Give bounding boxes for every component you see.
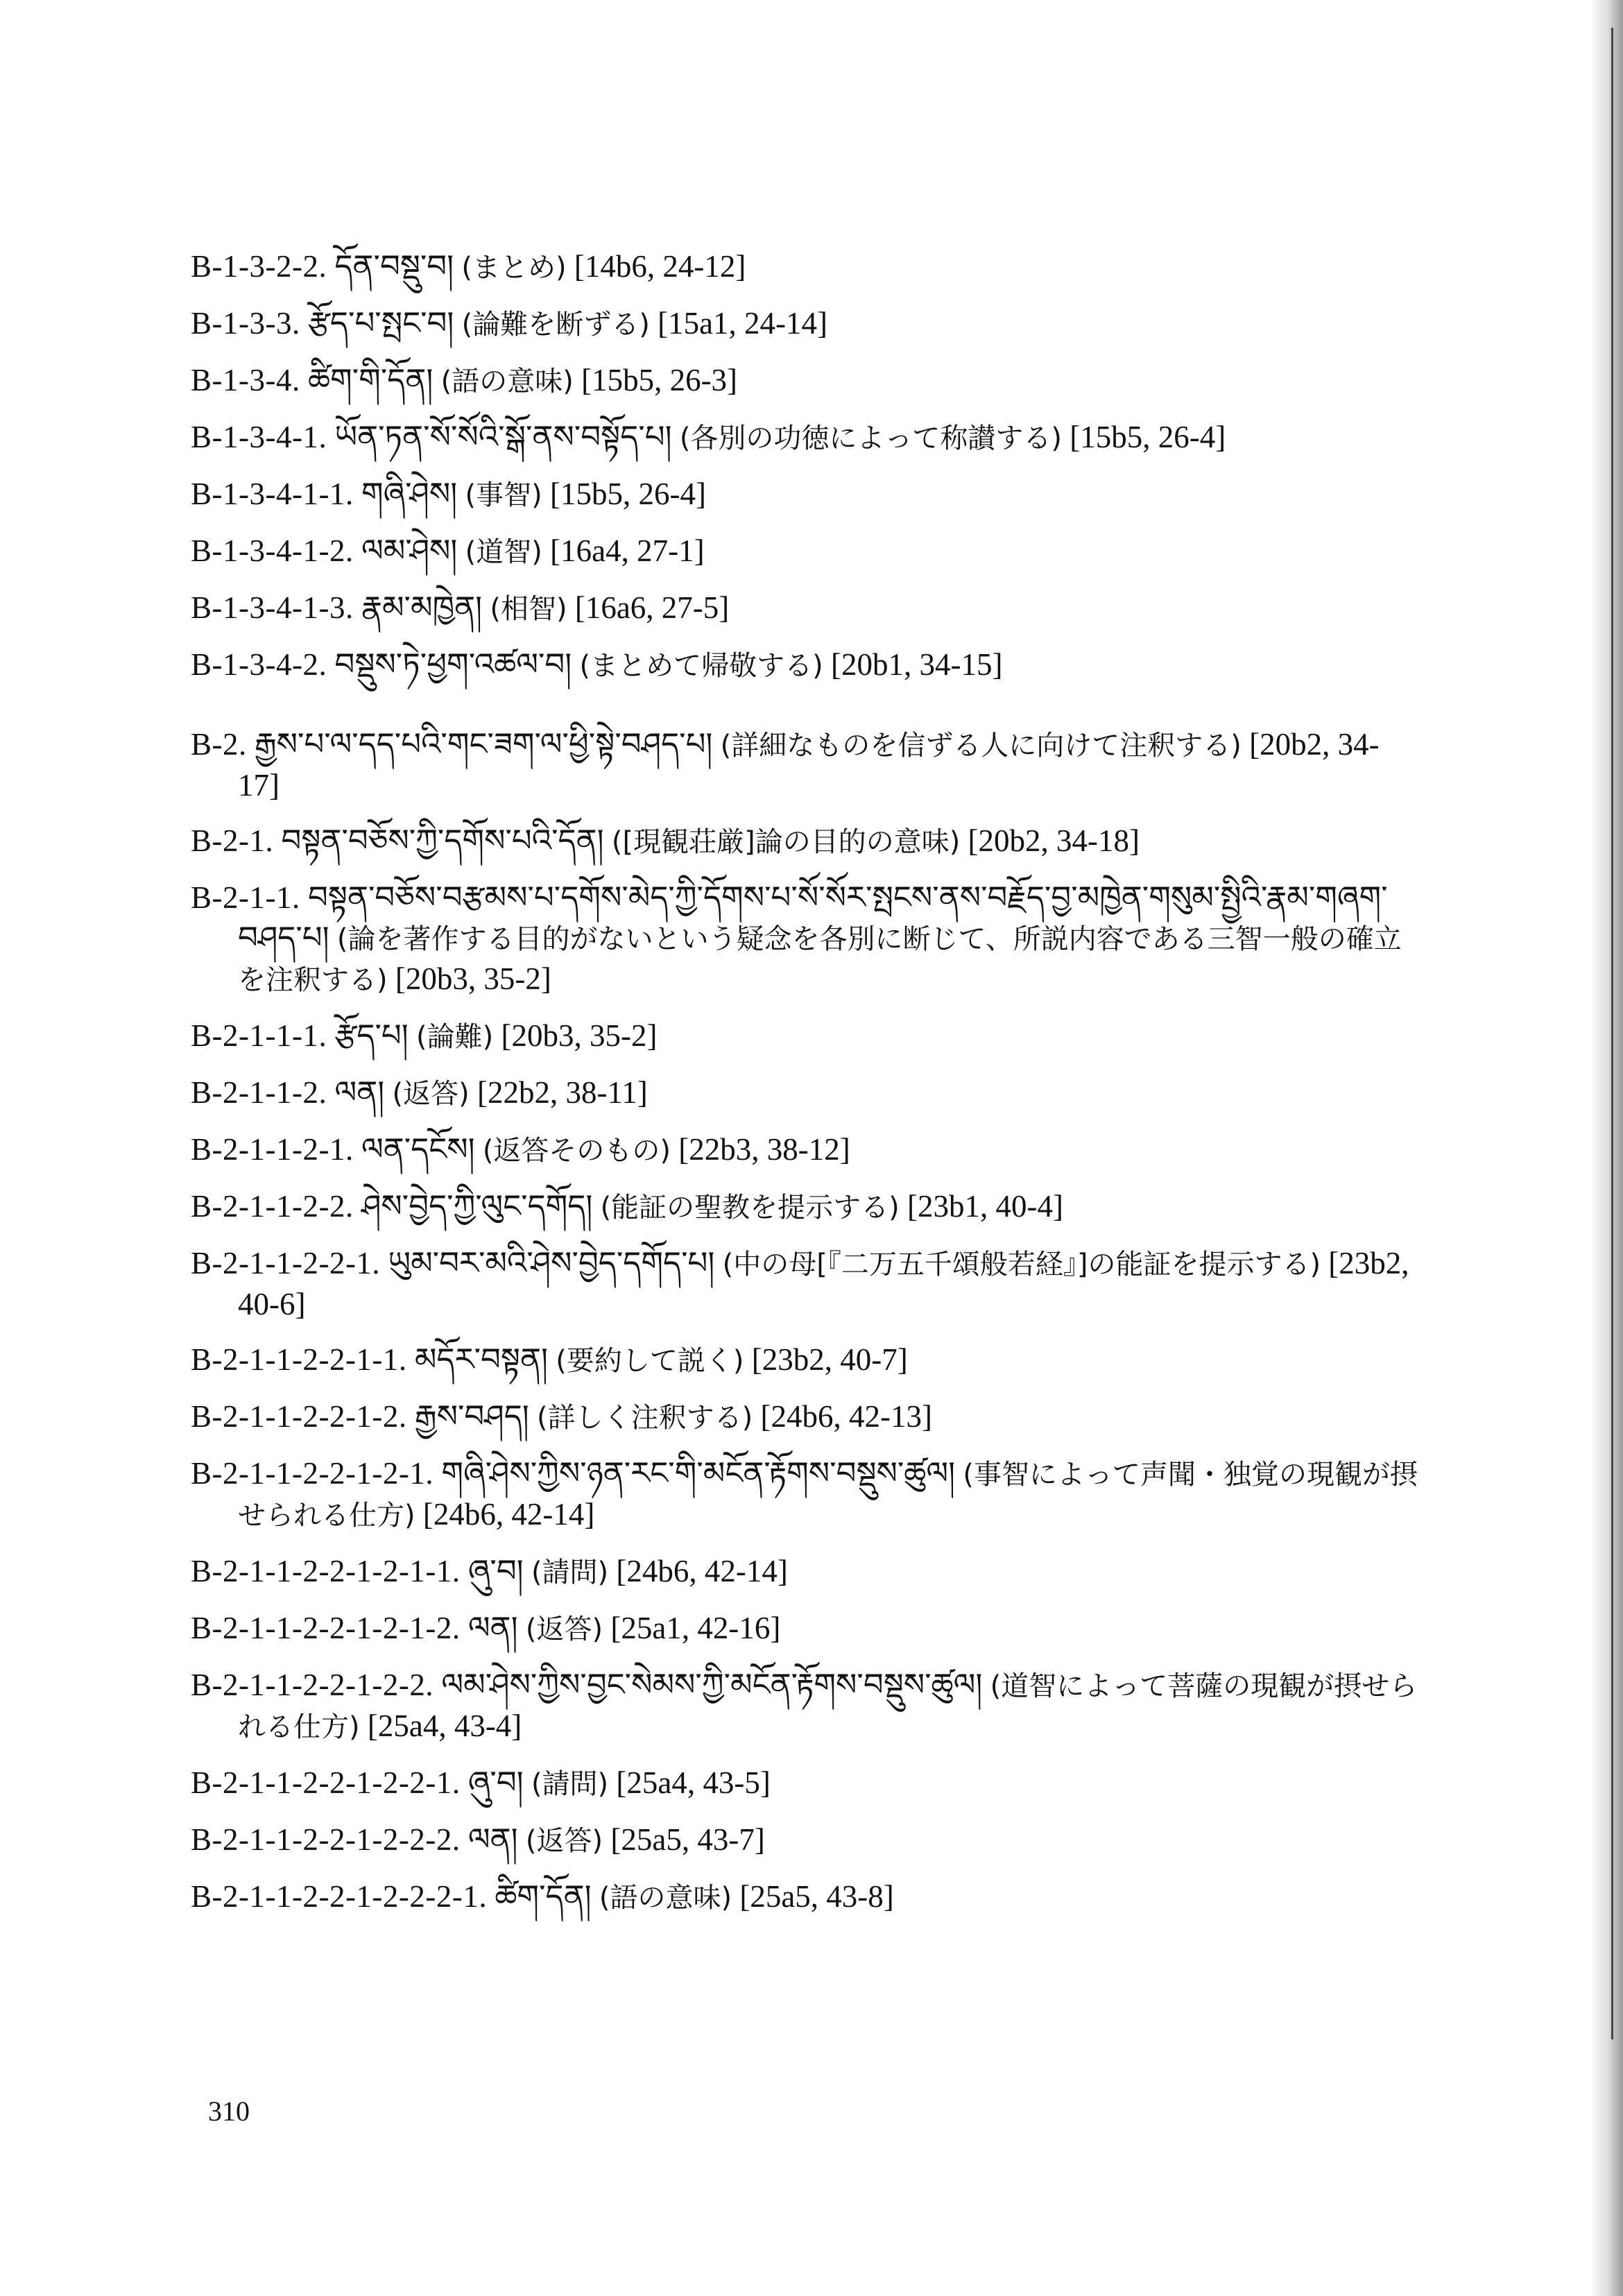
entry-reference: [25a5, 43-7] bbox=[610, 1822, 765, 1857]
entry-code: B-2-1-1-2. bbox=[191, 1075, 327, 1110]
outline-entry bbox=[191, 724, 1418, 805]
outline-entry bbox=[191, 644, 1418, 686]
entry-japanese: (詳細なものを信ずる人に向けて注釈する) bbox=[720, 730, 1242, 762]
entry-japanese: (事智) bbox=[465, 479, 542, 511]
entry-code: B-1-3-3. bbox=[191, 306, 300, 341]
entry-code: B-2. bbox=[191, 727, 247, 762]
entry-tibetan: གཞི་ཤེས། bbox=[361, 475, 458, 512]
outline-entry bbox=[191, 588, 1418, 629]
entry-tibetan: རྩོད་པ་སྤང་བ། bbox=[307, 305, 454, 341]
entry-code: B-2-1-1-1. bbox=[191, 1018, 327, 1053]
entry-reference: [23b2, 40-6] bbox=[238, 1246, 1409, 1321]
entry-code: B-2-1-1-2-2-1-2-1-1. bbox=[191, 1554, 461, 1588]
entry-reference: [25a5, 43-8] bbox=[739, 1879, 894, 1914]
outline-entry bbox=[191, 1129, 1418, 1171]
entry-reference: [24b6, 42-14] bbox=[616, 1554, 788, 1588]
entry-tibetan: ལན་དངོས། bbox=[361, 1131, 475, 1167]
entry-japanese: (論を著作する目的がないという疑念を各別に断じて、所説内容である三智一般の確立を注釈する) bbox=[238, 923, 1402, 996]
entry-tibetan: ལན། bbox=[467, 1821, 518, 1858]
outline-entry bbox=[191, 531, 1418, 572]
entry-code: B-2-1-1. bbox=[191, 880, 300, 915]
entry-tibetan: རྒྱས་པ་ལ་དད་པའི་གང་ཟག་ལ་ཕྱི་སྟེ་བཤད་པ། bbox=[255, 726, 713, 762]
outline-entry bbox=[191, 877, 1418, 1000]
entry-tibetan: ཡོན་ཏན་སོ་སོའི་སྒོ་ནས་བསྟོད་པ། bbox=[334, 418, 672, 455]
entry-code: B-1-3-4-1-3. bbox=[191, 590, 354, 625]
entry-japanese: (まとめて帰敬する) bbox=[579, 650, 823, 682]
entry-reference: [20b2, 34-18] bbox=[968, 823, 1140, 858]
entry-japanese: ([現観荘厳]論の目的の意味) bbox=[611, 826, 961, 858]
outline-entry bbox=[191, 1396, 1418, 1438]
outline-entry bbox=[191, 821, 1418, 862]
entry-code: B-2-1-1-2-2-1-2-2-2-1. bbox=[191, 1879, 488, 1914]
entry-tibetan: ལམ་ཤེས། bbox=[361, 532, 458, 569]
page-edge-shadow bbox=[1591, 0, 1623, 2296]
outline-entry bbox=[191, 1453, 1418, 1536]
entry-reference: [22b2, 38-11] bbox=[476, 1075, 648, 1110]
outline-entry bbox=[191, 1876, 1418, 1918]
entry-reference: [23b2, 40-7] bbox=[751, 1342, 908, 1377]
entry-code: B-2-1-1-2-2-1-2-1. bbox=[191, 1456, 434, 1491]
page-binding-line bbox=[1611, 28, 1613, 2039]
entry-japanese: (論難を断ずる) bbox=[461, 309, 650, 341]
entry-tibetan: ལན། bbox=[334, 1074, 385, 1111]
entry-reference: [25a1, 42-16] bbox=[610, 1611, 781, 1645]
entry-tibetan: རྣམ་མཁྱེན། bbox=[361, 589, 483, 626]
outline-entry bbox=[191, 1608, 1418, 1650]
entry-japanese: (語の意味) bbox=[599, 1882, 732, 1914]
entry-tibetan: ཡུམ་བར་མའི་ཤེས་བྱེད་དགོད་པ། bbox=[388, 1244, 715, 1281]
entry-code: B-1-3-4-1-1. bbox=[191, 477, 354, 511]
entry-reference: [20b1, 34-15] bbox=[830, 647, 1003, 682]
outline-entry bbox=[191, 1016, 1418, 1057]
entry-japanese: (語の意味) bbox=[440, 366, 574, 397]
entry-reference: [24b6, 42-13] bbox=[760, 1399, 932, 1434]
entry-code: B-1-3-4-1-2. bbox=[191, 533, 354, 568]
entry-tibetan: རྩོད་པ། bbox=[334, 1017, 409, 1054]
outline-list bbox=[191, 246, 1418, 1933]
entry-tibetan: བསྟན་བཅོས་ཀྱི་དགོས་པའི་དོན། bbox=[281, 822, 604, 859]
entry-japanese: (道智) bbox=[465, 536, 542, 568]
entry-tibetan: བསྡུས་ཏེ་ཕྱག་འཚལ་བ། bbox=[334, 646, 572, 683]
entry-reference: [15b5, 26-4] bbox=[1070, 420, 1226, 454]
entry-japanese: (返答) bbox=[392, 1078, 470, 1110]
entry-tibetan: ཚིག་དོན། bbox=[495, 1878, 592, 1914]
entry-code: B-2-1-1-2-1. bbox=[191, 1132, 354, 1167]
outline-entry bbox=[191, 360, 1418, 402]
entry-code: B-1-3-4-2. bbox=[191, 647, 327, 682]
entry-code: B-1-3-4. bbox=[191, 363, 300, 397]
entry-code: B-2-1-1-2-2-1-1. bbox=[191, 1342, 407, 1377]
outline-entry bbox=[191, 1072, 1418, 1114]
entry-code: B-1-3-2-2. bbox=[191, 249, 327, 284]
entry-tibetan: མདོར་བསྟན། bbox=[414, 1341, 549, 1378]
entry-reference: [20b2, 34-17] bbox=[238, 727, 1380, 803]
entry-japanese: (道智によって菩薩の現観が摂せられる仕方) bbox=[238, 1670, 1418, 1743]
outline-entry bbox=[191, 1763, 1418, 1804]
entry-tibetan: དོན་བསྡུ་བ། bbox=[334, 248, 454, 284]
entry-reference: [15b5, 26-3] bbox=[581, 363, 738, 397]
entry-reference: [25a4, 43-5] bbox=[616, 1765, 771, 1800]
entry-tibetan: བསྟན་བཅོས་བརྩམས་པ་དགོས་མེད་ཀྱི་དོགས་པ་སོ་སོར་སྤངས་ནས་བརྗོད་བྱ་མཁྱེན་གསུམ་སྤྱིའི་རྣམ་གཞག་བཤད་པ། bbox=[238, 879, 1388, 956]
entry-code: B-2-1-1-2-2. bbox=[191, 1189, 354, 1224]
entry-japanese: (事智によって声聞・独覚の現観が摂せられる仕方) bbox=[238, 1459, 1418, 1532]
entry-japanese: (中の母[『二万五千頌般若経』]の能証を提示する) bbox=[722, 1249, 1321, 1280]
entry-reference: [22b3, 38-12] bbox=[678, 1132, 850, 1167]
outline-entry bbox=[191, 474, 1418, 515]
outline-entry bbox=[191, 303, 1418, 345]
entry-japanese: (まとめ) bbox=[461, 252, 567, 284]
outline-entry bbox=[191, 417, 1418, 459]
outline-entry bbox=[191, 1819, 1418, 1861]
entry-japanese: (各別の功徳によって称讃する) bbox=[679, 422, 1063, 454]
entry-japanese: (返答) bbox=[525, 1825, 603, 1857]
entry-code: B-2-1-1-2-2-1-2. bbox=[191, 1399, 407, 1434]
entry-japanese: (詳しく注釈する) bbox=[537, 1402, 753, 1434]
outline-entry bbox=[191, 1243, 1418, 1324]
entry-japanese: (能証の聖教を提示する) bbox=[600, 1192, 900, 1224]
entry-reference: [16a4, 27-1] bbox=[550, 533, 705, 568]
entry-japanese: (返答) bbox=[525, 1613, 603, 1645]
entry-japanese: (請問) bbox=[531, 1557, 609, 1588]
entry-reference: [23b1, 40-4] bbox=[907, 1189, 1064, 1224]
entry-tibetan: རྒྱས་བཤད། bbox=[414, 1398, 529, 1434]
entry-tibetan: ཞུ་བ། bbox=[467, 1764, 524, 1801]
entry-code: B-2-1. bbox=[191, 823, 274, 858]
entry-reference: [14b6, 24-12] bbox=[574, 249, 746, 284]
outline-entry bbox=[191, 246, 1418, 288]
outline-entry bbox=[191, 1551, 1418, 1593]
entry-reference: [24b6, 42-14] bbox=[422, 1497, 595, 1532]
entry-code: B-2-1-1-2-2-1. bbox=[191, 1246, 381, 1280]
entry-japanese: (請問) bbox=[531, 1768, 609, 1800]
entry-tibetan: ཞུ་བ། bbox=[467, 1552, 524, 1589]
entry-reference: [20b3, 35-2] bbox=[501, 1018, 658, 1053]
entry-tibetan: གཞི་ཤེས་ཀྱིས་ཉན་རང་གི་མངོན་རྟོགས་བསྡུས་ཚུལ། bbox=[441, 1455, 956, 1491]
entry-reference: [15a1, 24-14] bbox=[658, 306, 828, 341]
entry-code: B-2-1-1-2-2-1-2-2. bbox=[191, 1668, 434, 1702]
page-number: 310 bbox=[208, 2096, 250, 2127]
entry-tibetan: ལམ་ཤེས་ཀྱིས་བྱང་སེམས་ཀྱི་མངོན་རྟོགས་བསྡུས་ཚུལ། bbox=[441, 1666, 983, 1703]
entry-code: B-2-1-1-2-2-1-2-2-2. bbox=[191, 1822, 461, 1857]
entry-tibetan: ལན། bbox=[467, 1609, 518, 1646]
outline-entry bbox=[191, 1339, 1418, 1381]
entry-reference: [25a4, 43-4] bbox=[367, 1708, 522, 1743]
outline-entry bbox=[191, 1665, 1418, 1747]
entry-reference: [20b3, 35-2] bbox=[395, 961, 551, 996]
entry-tibetan: ཚིག་གི་དོན། bbox=[307, 361, 433, 398]
entry-code: B-1-3-4-1. bbox=[191, 420, 327, 454]
entry-reference: [16a6, 27-5] bbox=[574, 590, 730, 625]
entry-japanese: (論難) bbox=[416, 1021, 494, 1053]
entry-japanese: (相智) bbox=[490, 593, 567, 625]
entry-tibetan: ཤེས་བྱེད་ཀྱི་ལུང་དགོད། bbox=[361, 1188, 593, 1224]
entry-code: B-2-1-1-2-2-1-2-2-1. bbox=[191, 1765, 461, 1800]
entry-code: B-2-1-1-2-2-1-2-1-2. bbox=[191, 1611, 461, 1645]
outline-entry bbox=[191, 1186, 1418, 1228]
entry-japanese: (返答そのもの) bbox=[482, 1135, 671, 1167]
entry-japanese: (要約して説く) bbox=[556, 1345, 744, 1377]
entry-reference: [15b5, 26-4] bbox=[549, 477, 706, 511]
